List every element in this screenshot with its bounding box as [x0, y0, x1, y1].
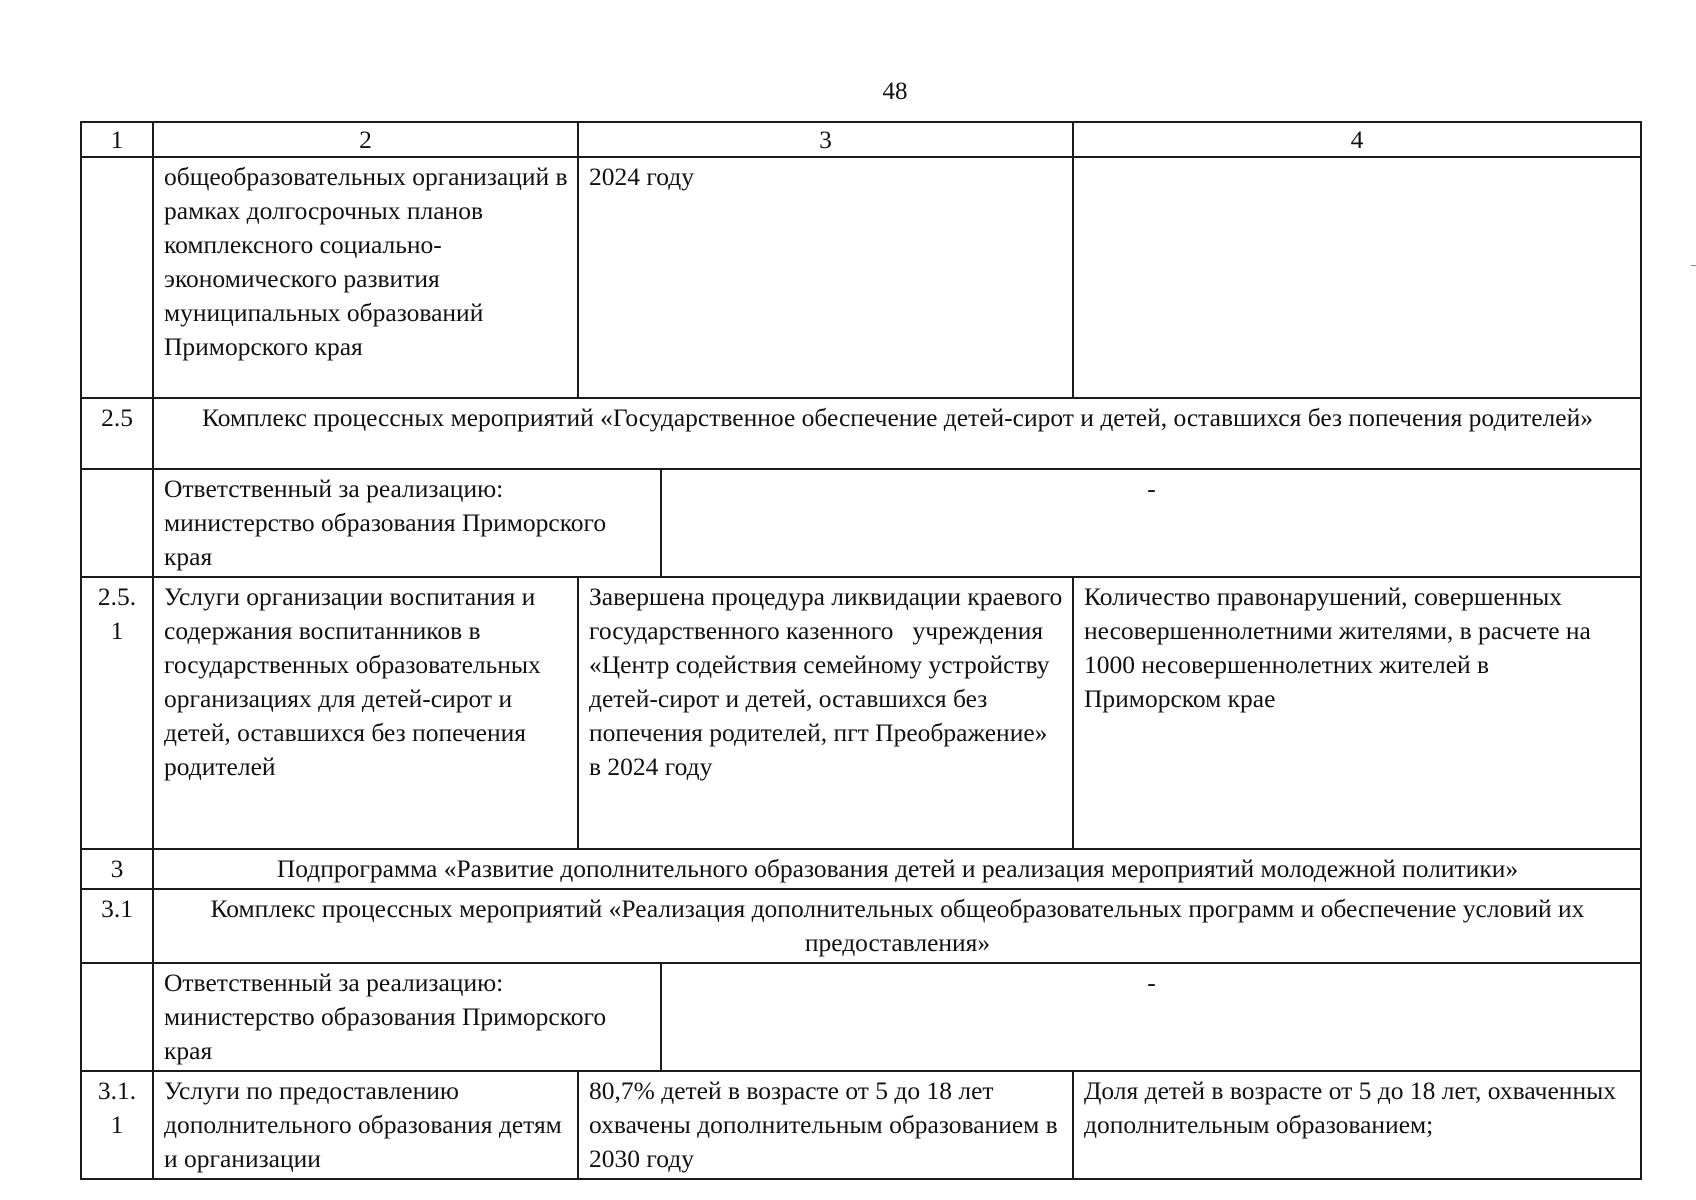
row-number: 3.1 — [81, 889, 153, 963]
header-col-2: 2 — [153, 122, 578, 157]
header-col-4: 4 — [1073, 122, 1641, 157]
result-cell: 80,7% детей в возрасте от 5 до 18 лет охвачены дополнительным образованием в 2030 году — [578, 1071, 1073, 1179]
section-row — [81, 849, 1641, 889]
measure-name-cell: общеобразовательных организаций в рамках долгосрочных планов комплексного социально-экономического развития муниципальных образований Приморского края — [153, 157, 578, 398]
responsible-row — [81, 469, 1641, 577]
responsible-label: Ответственный за реализацию: министерство образования Приморского края — [153, 469, 661, 577]
measure-name-cell: Услуги по предоставлению дополнительного образования детям и организации — [153, 1071, 578, 1179]
indicator-cell: Доля детей в возрасте от 5 до 18 лет, охваченных дополнительным образованием; — [1073, 1071, 1641, 1179]
header-col-3: 3 — [578, 122, 1073, 157]
section-title: Комплекс процессных мероприятий «Государственное обеспечение детей-сирот и детей, оставшихся без попечения родителей» — [153, 398, 1641, 469]
section-title: Комплекс процессных мероприятий «Реализация дополнительных общеобразовательных программ и обеспечение условий их предоставления» — [153, 889, 1641, 963]
responsible-value: - — [661, 469, 1641, 577]
section-row — [81, 398, 1641, 469]
row-number — [81, 157, 153, 398]
table-row — [81, 157, 1641, 398]
table-row — [81, 1071, 1641, 1179]
table-row — [81, 577, 1641, 849]
section-row — [81, 889, 1641, 963]
measures-table — [80, 121, 1642, 1180]
scan-mark — [1691, 265, 1696, 266]
responsible-label: Ответственный за реализацию: министерство образования Приморского края — [153, 963, 661, 1071]
table-header-row — [81, 122, 1641, 157]
responsible-row — [81, 963, 1641, 1071]
result-cell: Завершена процедура ликвидации краевого государственного казенного учреждения «Центр содействия семейному устройству детей-сирот и детей, оставшихся без попечения родителей, пгт Преображение» в 2024 году — [578, 577, 1073, 849]
section-title: Подпрограмма «Развитие дополнительного образования детей и реализация мероприятий молодежной политики» — [153, 849, 1641, 889]
row-number — [81, 469, 153, 577]
result-cell: 2024 году — [578, 157, 1073, 398]
indicator-cell — [1073, 157, 1641, 398]
responsible-value: - — [661, 963, 1641, 1071]
indicator-cell: Количество правонарушений, совершенных несовершеннолетними жителями, в расчете на 1000 несовершеннолетних жителей в Приморском крае — [1073, 577, 1641, 849]
measure-name-cell: Услуги организации воспитания и содержания воспитанников в государственных образовательных организациях для детей-сирот и детей, оставшихся без попечения родителей — [153, 577, 578, 849]
row-number: 2.5. 1 — [81, 577, 153, 849]
row-number: 3 — [81, 849, 153, 889]
row-number — [81, 963, 153, 1071]
row-number: 2.5 — [81, 398, 153, 469]
row-number: 3.1. 1 — [81, 1071, 153, 1179]
header-col-1: 1 — [81, 122, 153, 157]
page-number: 48 — [882, 78, 908, 105]
